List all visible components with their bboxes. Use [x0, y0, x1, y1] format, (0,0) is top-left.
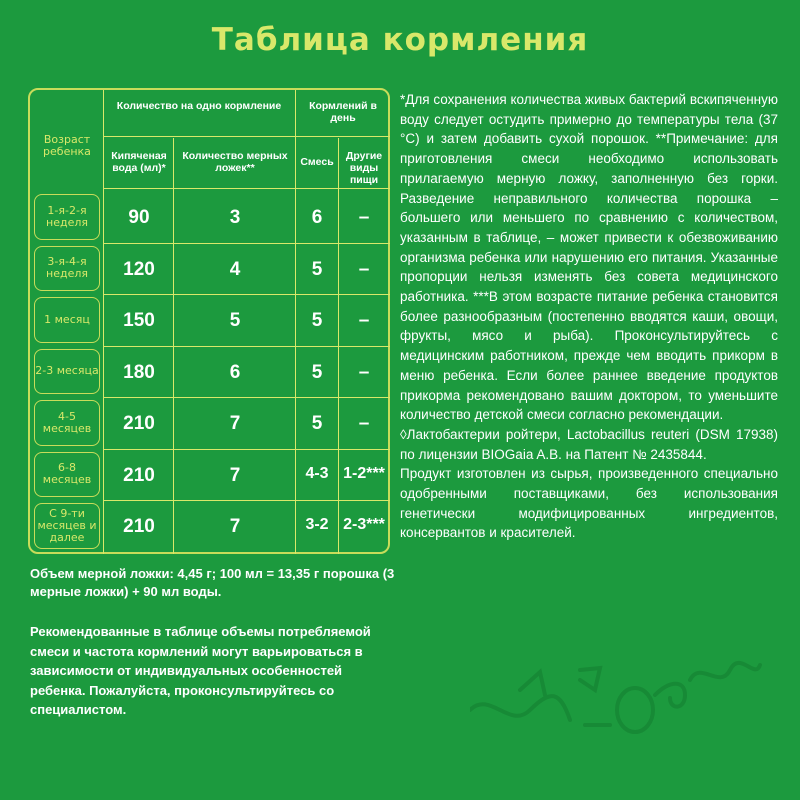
cell-other: 2-3***: [343, 516, 385, 533]
row-age: 3-я-4-я неделя: [34, 246, 100, 292]
cell-formula: 5: [311, 310, 323, 331]
row-age: 6-8 месяцев: [34, 452, 100, 498]
cell-scoops: 6: [229, 361, 241, 383]
cell-scoops: 3: [229, 207, 241, 228]
cell-other: –: [358, 258, 370, 280]
cell-formula: 4-3: [305, 464, 329, 482]
cell-formula: 5: [311, 361, 323, 383]
row-age: 4-5 месяцев: [34, 400, 100, 446]
scoop-info: Объем мерной ложки: 4,45 г; 100 мл = 13,35 г порошка (3 мерные ложки) + 90 мл воды.: [30, 566, 395, 599]
header-age: Возраст ребенка: [43, 133, 91, 158]
cell-other: –: [358, 361, 370, 383]
cell-water: 210: [123, 516, 155, 537]
header-feedings: Кормлений в день: [309, 100, 377, 124]
cell-formula: 5: [311, 413, 323, 434]
recommendation: Рекомендованные в таблице объемы потребляемой смеси и частота кормлений могут варьироваться в зависимости от индивидуальных особенностей ребенка. Пожалуйста, проконсультируйтесь со специалистом.: [30, 624, 371, 717]
cell-water: 120: [123, 258, 155, 280]
cell-scoops: 7: [229, 516, 241, 537]
cell-water: 210: [123, 413, 155, 434]
lactobacteria-note: ◊Лактобактерии ройтери, Lactobacillus reuteri (DSM 17938) по лицензии BIOGaia A.B. на Патент № 2435844.: [400, 426, 778, 462]
cell-water: 180: [123, 361, 155, 383]
header-quantity: Количество на одно кормление: [116, 100, 282, 112]
cell-formula: 3-2: [305, 516, 329, 533]
header-other-food: Другие виды пищи: [345, 150, 383, 186]
cell-water: 210: [123, 464, 155, 486]
footnotes: [400, 90, 778, 543]
cell-scoops: 7: [229, 413, 241, 434]
cell-formula: 6: [311, 207, 323, 228]
cell-scoops: 5: [229, 310, 241, 331]
cell-formula: 5: [311, 258, 323, 280]
row-age: 1-я-2-я неделя: [34, 194, 100, 240]
header-water: Кипяченая вода (мл)*: [111, 150, 167, 174]
cell-other: –: [358, 310, 370, 331]
cell-scoops: 7: [229, 464, 241, 486]
decorative-doodle: [470, 650, 770, 760]
cell-scoops: 4: [229, 258, 241, 280]
page-title: Таблица кормления: [211, 22, 589, 58]
cell-water: 150: [123, 310, 155, 331]
cell-other: –: [358, 207, 370, 228]
production-note: Продукт изготовлен из сырья, произведенного специально одобренными поставщиками, без использования генетически модифицированных ингредиентов, консервантов и красителей.: [400, 466, 778, 541]
feeding-table: [28, 88, 390, 554]
row-age: 2-3 месяца: [34, 349, 100, 395]
cell-water: 90: [128, 207, 150, 228]
header-scoops: Количество мерных ложек**: [182, 150, 288, 174]
header-formula: Смесь: [300, 156, 334, 168]
cell-other: –: [358, 413, 370, 434]
row-age: 1 месяц: [34, 297, 100, 343]
cell-other: 1-2***: [343, 464, 385, 482]
row-age: С 9-ти месяцев и далее: [34, 503, 100, 549]
notes-text: *Для сохранения количества живых бактерий вскипяченную воду следует остудить примерно до температуры тела (37 °С) и затем добавить сухой порошок. **Примечание: для приготовления смеси необходимо использовать прилагаемую мерную ложку, заполненную без горки. Разведение неправильного количества порошка – большего или меньшего по сравнению с количеством, указанным в таблице, – может привести к обезвоживанию организма ребенка или нарушению его питания. Указанные пропорции нельзя изменять без совета медицинского работника. ***В этом возрасте питание ребенка становится более разнообразным (постепенно вводятся каши, овощи, фрукты, мясо и рыба). Проконсультируйтесь с медицинским работником, прежде чем вводить прикорм в меню ребенка. Если более раннее введение продуктов прикорма рекомендовано вашим доктором, то уменьшите количество детской смеси согласно рекомендации.: [400, 92, 778, 423]
